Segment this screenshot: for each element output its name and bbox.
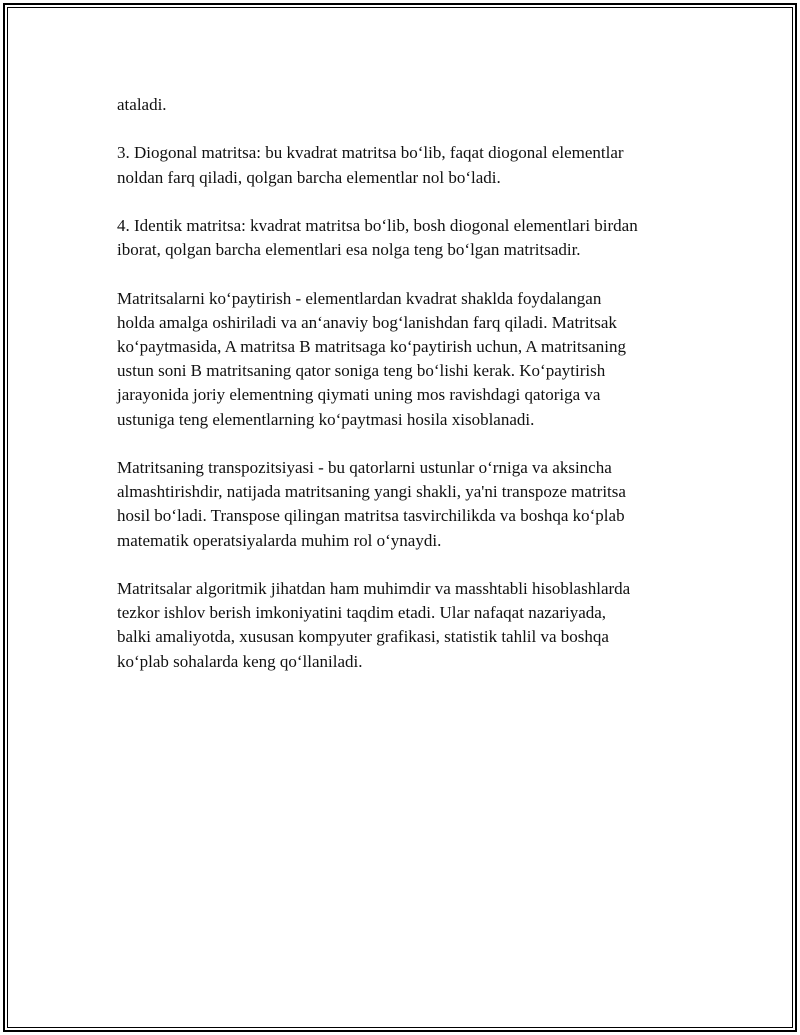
paragraph-matrix-transpose: [117, 456, 707, 553]
paragraph-matrix-multiplication: [117, 287, 707, 432]
paragraph-continuation: [117, 93, 707, 117]
text-line: balki amaliyotda, xususan kompyuter grafikasi, statistik tahlil va boshqa: [117, 627, 609, 647]
text-line: 3. Diogonal matritsa: bu kvadrat matritsa bo‘lib, faqat diogonal elementlar: [117, 143, 624, 163]
paragraph-identity-matrix: [117, 214, 707, 262]
text-line: ataladi.: [117, 95, 167, 114]
text-line: noldan farq qiladi, qolgan barcha elementlar nol bo‘ladi.: [117, 167, 501, 187]
document-page: [3, 3, 797, 1032]
text-line: hosil bo‘ladi. Transpose qilingan matritsa tasvirchilikda va boshqa ko‘plab: [117, 506, 625, 526]
text-line: matematik operatsiyalarda muhim rol o‘ynaydi.: [117, 530, 442, 550]
text-line: ko‘plab sohalarda keng qo‘llaniladi.: [117, 651, 363, 671]
paragraph-diagonal-matrix: [117, 141, 707, 189]
text-line: Matritsaning transpozitsiyasi - bu qatorlarni ustunlar o‘rniga va aksincha: [117, 457, 612, 477]
text-line: iborat, qolgan barcha elementlari esa nolga teng bo‘lgan matritsadir.: [117, 240, 581, 260]
text-line: jarayonida joriy elementning qiymati uning mos ravishdagi qatoriga va: [117, 385, 601, 405]
document-body: [117, 93, 707, 698]
text-line: holda amalga oshiriladi va an‘anaviy bog‘lanishdan farq qiladi. Matritsak: [117, 312, 617, 332]
text-line: Matritsalarni ko‘paytirish - elementlardan kvadrat shaklda foydalangan: [117, 288, 602, 308]
text-line: tezkor ishlov berish imkoniyatini taqdim etadi. Ular nafaqat nazariyada,: [117, 603, 607, 623]
text-line: Matritsalar algoritmik jihatdan ham muhimdir va masshtabli hisoblashlarda: [117, 578, 631, 598]
text-line: ustun soni B matritsaning qator soniga teng bo‘lishi kerak. Ko‘paytirish: [117, 361, 606, 381]
text-line: ustuniga teng elementlarning ko‘paytmasi hosila xisoblanadi.: [117, 409, 535, 429]
text-line: ko‘paytmasida, A matritsa B matritsaga ko‘paytirish uchun, A matritsaning: [117, 336, 626, 356]
text-line: 4. Identik matritsa: kvadrat matritsa bo‘lib, bosh diogonal elementlari birdan: [117, 215, 638, 235]
paragraph-matrix-applications: [117, 577, 707, 674]
text-line: almashtirishdir, natijada matritsaning yangi shakli, ya'ni transpoze matritsa: [117, 482, 626, 502]
